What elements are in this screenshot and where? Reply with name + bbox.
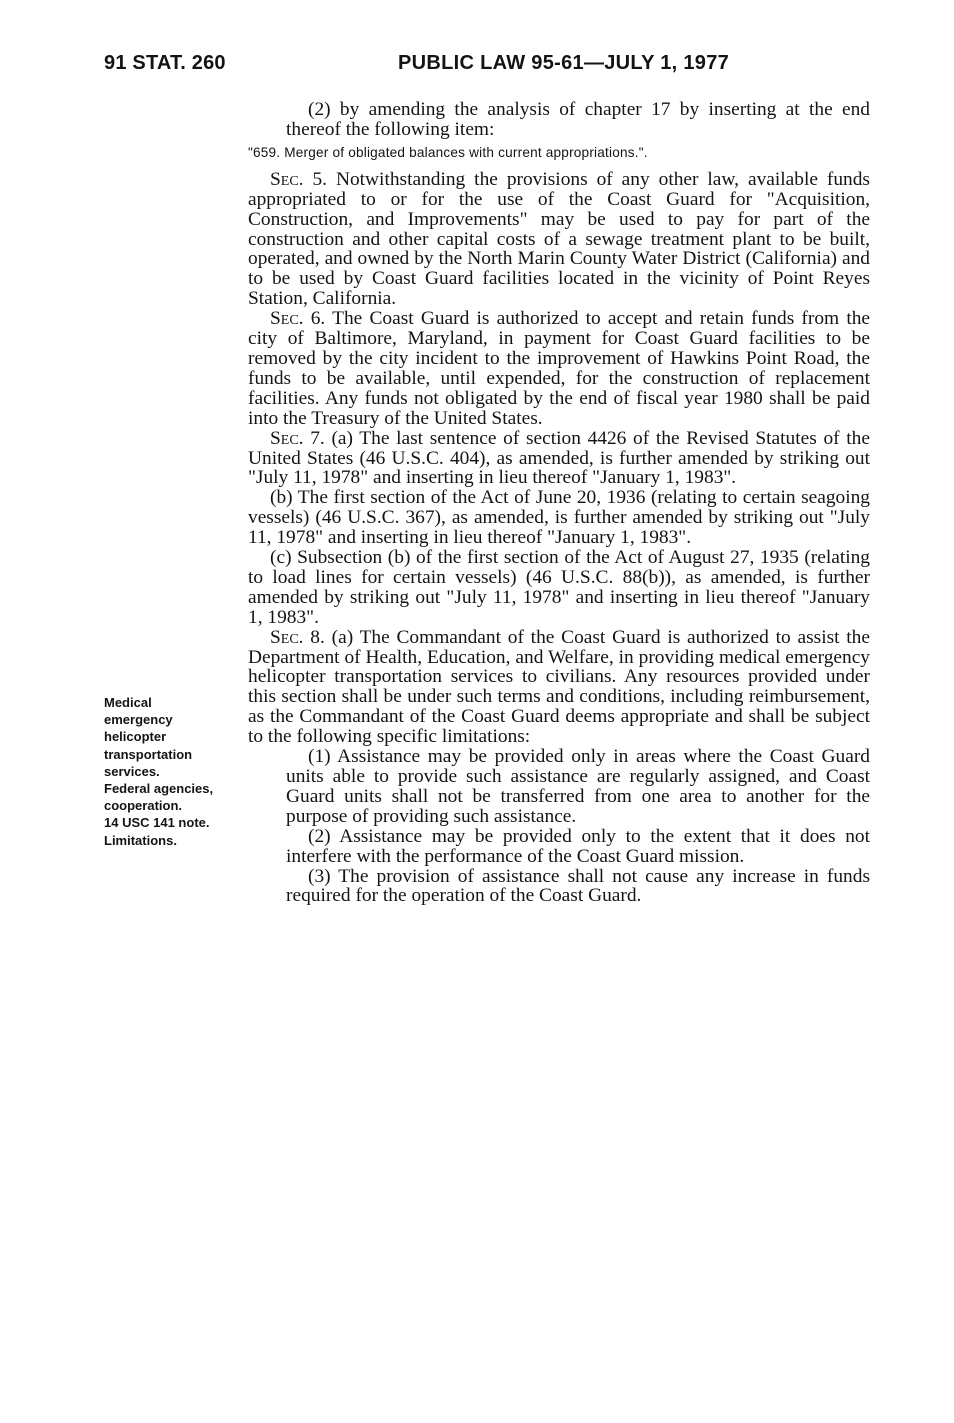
section-7c: (c) Subsection (b) of the first section of the Act of August 27, 1935 (relating to load lines for certain vessels) (46 U.S.C. 88(b)), as amended, is further amended by striking out "July 11, 1978" and inserting in lieu thereof "January 1, 1983".: [248, 547, 870, 628]
margin-note: Limitations.: [104, 832, 177, 848]
margin-note: cooperation.: [104, 798, 183, 814]
page-title: PUBLIC LAW 95-61—JULY 1, 1977: [398, 52, 730, 74]
margin-note: services.: [104, 763, 160, 779]
margin-note: 14 USC 141 note.: [104, 815, 210, 831]
margin-note: emergency: [104, 712, 173, 728]
section-text: (a) The last sentence of section 4426 of the Revised Statutes of the United States (46 U.S.C. 404), as amended, is further amended by striking out "July 11, 1978" and inserting in lieu thereof "January 1, 1983".: [248, 427, 870, 489]
margin-note: transportation: [104, 746, 193, 762]
paragraph-2: (2) by amending the analysis of chapter 17 by inserting at the end thereof the following item:: [286, 99, 870, 140]
section-6: [248, 309, 870, 428]
section-8a: [248, 628, 870, 747]
limitation-1: (1) Assistance may be provided only in areas where the Coast Guard units able to provide such assistance are regularly assigned, and Coast Guard units shall not be transferred from one area to another for the purpose of providing such assistance.: [286, 746, 870, 827]
margin-note: Federal agencies,: [104, 781, 214, 797]
section-label: Sec. 8.: [270, 626, 325, 648]
section-5: [248, 170, 870, 309]
statute-citation: 91 STAT. 260: [104, 52, 226, 74]
section-label: Sec. 5.: [270, 168, 328, 190]
section-text: (a) The Commandant of the Coast Guard is authorized to assist the Department of Health, Education, and Welfare, in providing medical emergency helicopter transportation services to civilians. Any resources provided under this section shall be under such terms and conditions, including reimbursement, as the Commandant of the Coast Guard deems appropriate and shall be subject to the following specific limitations:: [248, 626, 870, 748]
document-body: [248, 100, 870, 906]
analysis-item-659: "659. Merger of obligated balances with current appropriations.".: [248, 144, 648, 160]
limitation-2: (2) Assistance may be provided only to the extent that it does not interfere with the performance of the Coast Guard mission.: [286, 825, 870, 867]
section-7a: [248, 429, 870, 489]
section-text: Notwithstanding the provisions of any other law, available funds appropriated to or for the use of the Coast Guard for "Acquisition, Construction, and Improvements" may be used to pay for part of the construction and other capital costs of a sewage treatment plant to be built, operated, and owned by the North Marin County Water District (California) and to be used by Coast Guard facilities located in the vicinity of Point Reyes Station, California.: [248, 168, 870, 310]
section-label: Sec. 6.: [270, 308, 326, 330]
section-label: Sec. 7.: [270, 427, 325, 449]
section-text: The Coast Guard is authorized to accept and retain funds from the city of Baltimore, Maryland, in payment for Coast Guard facilities to be removed by the city incident to the improvement of Hawkins Point Road, the funds to be available, until expended, for the construction of replacement facilities. Any funds not obligated by the end of fiscal year 1980 shall be paid into the Treasury of the United States.: [248, 308, 871, 429]
section-7b: (b) The first section of the Act of June 20, 1936 (relating to certain seagoing vessels) (46 U.S.C. 367), as amended, is further amended by striking out "July 11, 1978" and inserting in lieu thereof "January 1, 1983".: [248, 487, 870, 549]
margin-note: helicopter: [104, 729, 167, 745]
limitation-3: (3) The provision of assistance shall not cause any increase in funds required for the operation of the Coast Guard.: [286, 865, 870, 907]
margin-notes: [104, 694, 234, 849]
margin-note: Medical: [104, 695, 152, 710]
page-header: [0, 52, 954, 82]
